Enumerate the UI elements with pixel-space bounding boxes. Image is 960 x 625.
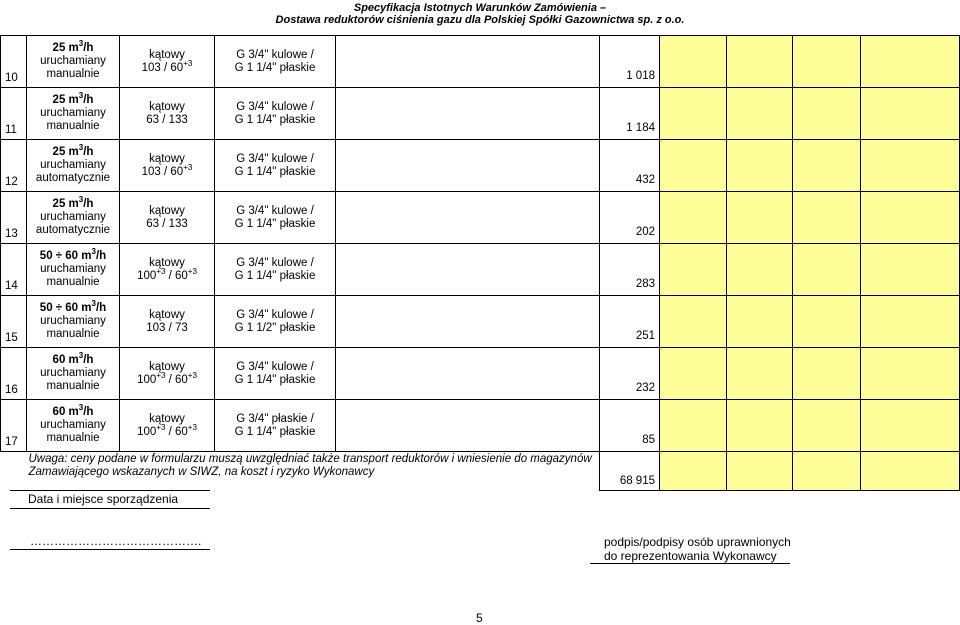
superscript: 3 [78,91,84,101]
empty-cell[interactable] [793,88,861,140]
empty-cell[interactable] [660,244,727,296]
place-label: Data i miejsce sporządzenia [28,492,179,506]
type-cell [120,296,215,348]
row-number: 12 [1,140,27,192]
empty-cell[interactable] [660,88,727,140]
superscript: 3 [78,351,84,361]
type-label: kątowy [149,256,185,269]
superscript: +3 [156,266,166,276]
blank-cell [336,244,600,296]
flow-cell [27,88,120,140]
empty-cell[interactable] [793,244,861,296]
type-label: kątowy [149,48,185,61]
empty-cell[interactable] [727,140,793,192]
connection-cell [215,400,336,452]
dimensions [120,114,214,127]
row-number: 10 [1,36,27,88]
connection-text: G 3/4" kulowe / [236,204,314,217]
superscript: 3 [78,195,84,205]
row-number: 14 [1,244,27,296]
price-value: 251 [600,296,660,348]
superscript: +3 [183,162,193,172]
flow-value: 60 $m^3/h$ [52,403,94,418]
row-number: 17 [1,400,27,452]
price-value: 1 184 [600,88,660,140]
row-number: 15 [1,296,27,348]
flow-value: 50 ÷ 60 $m^3/h$ [39,299,107,314]
table-row [1,36,960,88]
empty-cell[interactable] [660,452,727,491]
empty-cell[interactable] [727,244,793,296]
flow-cell [27,400,120,452]
empty-cell[interactable] [660,348,727,400]
empty-cell[interactable] [793,296,861,348]
dims-a: 100 [137,373,157,386]
mode-line-1: uruchamiany [40,211,106,223]
row-number: 13 [1,192,27,244]
type-cell [120,140,215,192]
empty-cell[interactable] [793,452,861,491]
mode-line-2: manualnie [46,328,100,340]
date-place-field[interactable]: ……………………………………. [30,534,202,548]
signature-line [590,563,790,564]
mode-line-2: manualnie [46,380,100,392]
flow-cell [27,36,120,88]
mode-line-2: automatycznie [35,172,111,184]
connection-text: G 1 1/4" płaskie [234,269,316,282]
mode-line-1: uruchamiany [40,159,106,171]
flow-cell [27,244,120,296]
empty-cell[interactable] [861,244,960,296]
connection-text: G 1 1/4" płaskie [234,165,316,178]
mode-line-1: uruchamiany [40,107,106,119]
dims-b: / 60 [165,373,188,386]
empty-cell[interactable] [861,88,960,140]
flow-cell [27,140,120,192]
superscript: 3 [78,39,84,49]
empty-cell[interactable] [660,36,727,88]
dimensions [120,322,214,335]
type-label: kątowy [149,204,185,217]
empty-cell[interactable] [727,400,793,452]
connection-text: G 3/4" kulowe / [236,48,314,61]
mode-line-1: uruchamiany [40,263,106,275]
empty-cell[interactable] [793,192,861,244]
blank-cell [336,296,600,348]
connection-text: G 3/4" płaskie / [236,412,314,425]
document-subtitle: Dostawa reduktorów ciśnienia gazu dla Polskiej Spółki Gazownictwa sp. z o.o. [275,14,685,26]
superscript: +3 [187,266,197,276]
dimensions [120,266,214,283]
flow-value: 50 ÷ 60 $m^3/h$ [39,247,107,262]
table-row [1,348,960,400]
dims-b: / 60 [165,269,188,282]
dims-a: 63 / 133 [146,113,188,126]
empty-cell[interactable] [660,296,727,348]
total-value: 68 915 [600,452,660,491]
mode-line-2: manualnie [46,120,100,132]
connection-text: G 3/4" kulowe / [236,360,314,373]
flow-cell [27,296,120,348]
price-value: 283 [600,244,660,296]
mode-line-2: manualnie [46,68,100,80]
empty-cell[interactable] [727,452,793,491]
table-row [1,140,960,192]
dims-a: 103 / 60 [141,61,184,74]
superscript: +3 [183,58,193,68]
superscript: 3 [78,143,84,153]
price-value: 1 018 [600,36,660,88]
type-cell [120,244,215,296]
connection-text: G 3/4" kulowe / [236,100,314,113]
superscript: +3 [156,370,166,380]
superscript: +3 [156,422,166,432]
mode-line-2: manualnie [46,432,100,444]
mode-line-1: uruchamiany [40,367,106,379]
price-table [0,35,960,491]
flow-value: 25 $m^3/h$ [52,195,94,210]
flow-value: 25 $m^3/h$ [52,143,94,158]
superscript: +3 [187,370,197,380]
dims-b: / 60 [165,425,188,438]
mode-line-1: uruchamiany [40,315,106,327]
dimensions [120,422,214,439]
connection-text: G 3/4" kulowe / [236,256,314,269]
empty-cell[interactable] [793,348,861,400]
connection-text: G 1 1/4" płaskie [234,217,316,230]
row-number: 16 [1,348,27,400]
place-bottom-line [10,508,210,509]
superscript: 3 [91,247,96,257]
dims-a: 100 [137,269,157,282]
connection-text: G 1 1/4" płaskie [234,61,316,74]
connection-text: G 3/4" kulowe / [236,308,314,321]
empty-cell[interactable] [793,36,861,88]
table-row [1,244,960,296]
connection-text: G 1 1/4" płaskie [234,425,316,438]
connection-cell [215,244,336,296]
empty-cell[interactable] [660,140,727,192]
empty-cell[interactable] [861,140,960,192]
note-text [27,452,600,491]
price-value: 202 [600,192,660,244]
dims-a: 100 [137,425,157,438]
connection-text: G 1 1/2" płaskie [234,321,316,334]
dims-a: 103 / 60 [141,165,184,178]
blank-cell [336,348,600,400]
superscript: +3 [187,422,197,432]
empty-cell[interactable] [727,36,793,88]
note-row [1,452,960,491]
empty-cell[interactable] [861,400,960,452]
type-cell [120,400,215,452]
flow-cell [27,348,120,400]
connection-cell [215,36,336,88]
dimensions [120,218,214,231]
flow-cell [27,192,120,244]
flow-value: 25 $m^3/h$ [52,39,94,54]
type-label: kątowy [149,412,185,425]
empty-cell[interactable] [727,192,793,244]
note-spacer [1,452,27,491]
flow-value: 25 $m^3/h$ [52,91,94,106]
type-cell [120,348,215,400]
type-label: kątowy [149,100,185,113]
signature-label-1: podpis/podpisy osób uprawnionych [604,535,791,549]
price-value: 432 [600,140,660,192]
blank-cell [336,192,600,244]
dimensions [120,370,214,387]
dimensions [120,162,214,179]
price-value: 85 [600,400,660,452]
mode-line-1: uruchamiany [40,419,106,431]
empty-cell[interactable] [660,400,727,452]
dimensions [120,58,214,75]
connection-cell [215,192,336,244]
connection-cell [215,296,336,348]
superscript: 3 [91,299,96,309]
empty-cell[interactable] [793,400,861,452]
date-underline [10,549,210,550]
document-title: Specyfikacja Istotnych Warunków Zamówienia – [353,2,607,14]
connection-text: G 1 1/4" płaskie [234,113,316,126]
price-value: 232 [600,348,660,400]
type-cell [120,192,215,244]
superscript: 3 [78,403,84,413]
blank-cell [336,400,600,452]
empty-cell[interactable] [793,140,861,192]
empty-cell[interactable] [861,452,960,491]
table-row [1,296,960,348]
type-cell [120,88,215,140]
connection-cell [215,348,336,400]
table-row [1,192,960,244]
page-number: 5 [476,611,483,625]
dims-a: 63 / 133 [146,217,188,230]
blank-cell [336,140,600,192]
connection-cell [215,140,336,192]
connection-text: G 1 1/4" płaskie [234,373,316,386]
table-body [1,36,960,452]
empty-cell[interactable] [727,88,793,140]
type-label: kątowy [149,308,185,321]
connection-cell [215,88,336,140]
flow-value: 60 $m^3/h$ [52,351,94,366]
type-cell [120,36,215,88]
type-label: kątowy [149,152,185,165]
note-text-content: Uwaga: ceny podane w formularzu muszą uwzględniać także transport reduktorów i wniesienie do magazynów Zamawiającego wskazanych w SIWZ, na koszt i ryzyko Wykonawcy [28,453,592,478]
blank-cell [336,36,600,88]
empty-cell[interactable] [727,296,793,348]
empty-cell[interactable] [660,192,727,244]
mode-line-2: manualnie [46,276,100,288]
empty-cell[interactable] [861,36,960,88]
type-label: kątowy [149,360,185,373]
mode-line-1: uruchamiany [40,55,106,67]
connection-text: G 3/4" kulowe / [236,152,314,165]
table-row [1,400,960,452]
table-row [1,88,960,140]
empty-cell[interactable] [727,348,793,400]
place-top-line [10,490,210,491]
dims-a: 103 / 73 [146,321,188,334]
row-number: 11 [1,88,27,140]
empty-cell[interactable] [861,348,960,400]
blank-cell [336,88,600,140]
mode-line-2: automatycznie [35,224,111,236]
empty-cell[interactable] [861,296,960,348]
signature-label-2: do reprezentowania Wykonawcy [604,549,777,563]
empty-cell[interactable] [861,192,960,244]
